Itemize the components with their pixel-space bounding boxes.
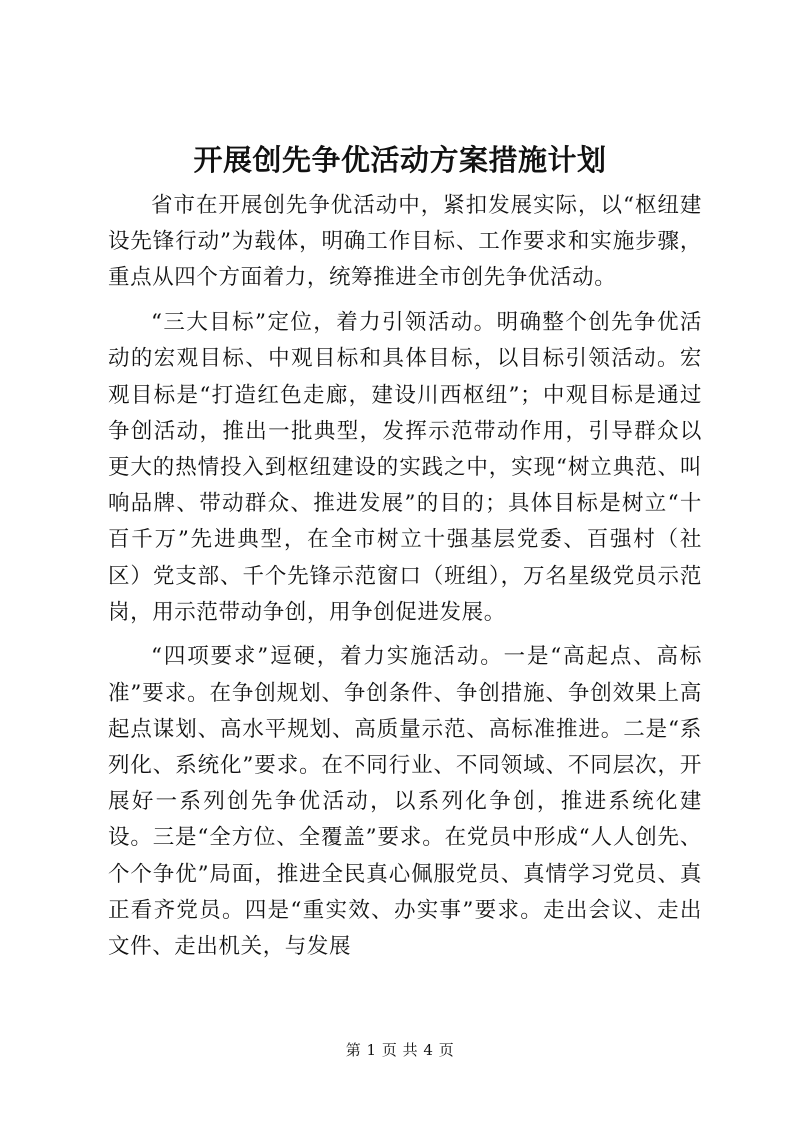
document-body bbox=[108, 188, 702, 965]
paragraph-three-goals: “三大目标”定位，着力引领活动。明确整个创先争优活动的宏观目标、中观目标和具体目标，以目标引领活动。宏观目标是“打造红色走廊，建设川西枢纽”；中观目标是通过争创活动，推出一批典型，发挥示范带动作用，引导群众以更大的热情投入到枢纽建设的实践之中，实现“树立典范、叫响品牌、带动群众、推进发展”的目的；具体目标是树立“十百千万”先进典型，在全市树立十强基层党委、百强村（社区）党支部、千个先锋示范窗口（班组），万名星级党员示范岗，用示范带动争创，用争创促进发展。 bbox=[108, 310, 702, 625]
page-footer: 第 1 页 共 4 页 bbox=[345, 1041, 455, 1059]
paragraph-intro: 省市在开展创先争优活动中，紧扣发展实际，以“枢纽建设先锋行动”为载体，明确工作目标、工作要求和实施步骤，重点从四个方面着力，统筹推进全市创先争优活动。 bbox=[108, 193, 702, 291]
document-title: 开展创先争优活动方案措施计划 bbox=[193, 143, 607, 177]
paragraph-four-requirements: “四项要求”逗硬，着力实施活动。一是“高起点、高标准”要求。在争创规划、争创条件、争创措施、争创效果上高起点谋划、高水平规划、高质量示范、高标准推进。二是“系列化、系统化”要求。在不同行业、不同领域、不同层次，开展好一系列创先争优活动，以系列化争创，推进系统化建设。三是“全方位、全覆盖”要求。在党员中形成“人人创先、个个争优”局面，推进全民真心佩服党员、真情学习党员、真正看齐党员。四是“重实效、办实事”要求。走出会议、走出文件、走出机关，与发展 bbox=[108, 644, 702, 960]
